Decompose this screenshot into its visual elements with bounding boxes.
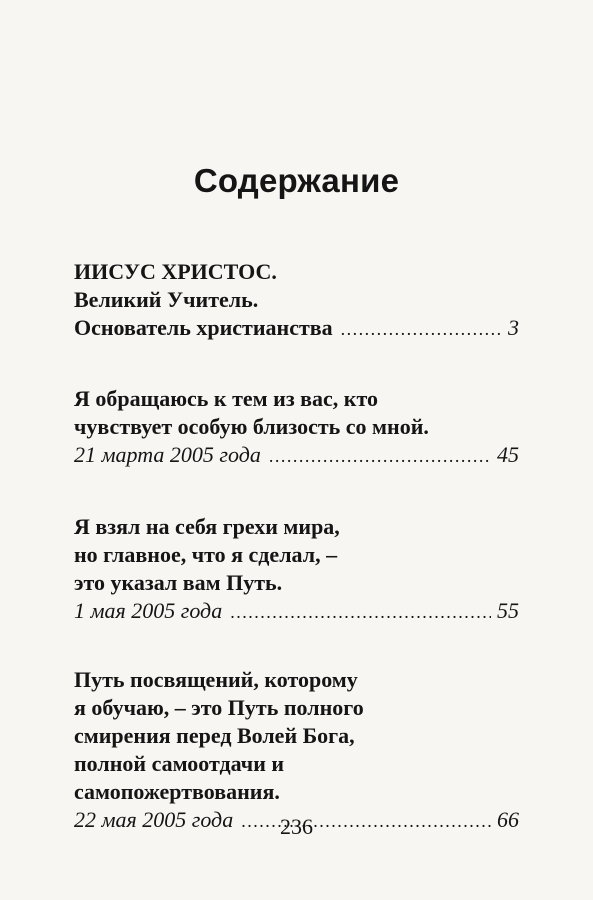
entry-date-line (74, 441, 519, 470)
entry-date: 21 марта 2005 года (74, 442, 261, 467)
entry-title-line: Я обращаюсь к тем из вас, кто (74, 386, 378, 411)
entry-title-line: ИИСУС ХРИСТОС. (74, 259, 277, 284)
entry-page-number: 55 (497, 598, 519, 623)
page-number: 236 (280, 814, 313, 839)
entry-date: 22 мая 2005 года (74, 807, 234, 832)
entry-title-line: Основатель христианства (74, 315, 333, 340)
table-of-contents (74, 258, 519, 877)
dot-leader (341, 315, 502, 343)
entry-date-line (74, 597, 519, 626)
entry-title-line: Я взял на себя грехи мира, (74, 514, 340, 539)
toc-entry (74, 385, 519, 470)
toc-entry (74, 666, 519, 835)
entry-title-line: полной самоотдачи и (74, 751, 285, 776)
entry-title-line: но главное, что я сделал, – (74, 542, 338, 567)
toc-entry (74, 513, 519, 626)
entry-title-line: это указал вам Путь. (74, 570, 283, 595)
page-title: Содержание (193, 162, 400, 199)
entry-title-line: Великий Учитель. (74, 287, 259, 312)
entry-page-number: 45 (497, 442, 519, 467)
entry-final-line (74, 314, 519, 343)
dot-leader (269, 442, 491, 470)
dot-leader (230, 598, 491, 626)
entry-title-line: Путь посвящений, которому (74, 667, 358, 692)
entry-title-line: самопожертвования. (74, 779, 280, 804)
entry-date: 1 мая 2005 года (74, 598, 223, 623)
entry-title-line: смирения перед Волей Бога, (74, 723, 355, 748)
entry-title-line: чувствует особую близость со мной. (74, 414, 429, 439)
entry-page-number: 3 (508, 315, 519, 340)
toc-entry (74, 258, 519, 343)
entry-title-line: я обучаю, – это Путь полного (74, 695, 364, 720)
entry-page-number: 66 (497, 807, 519, 832)
